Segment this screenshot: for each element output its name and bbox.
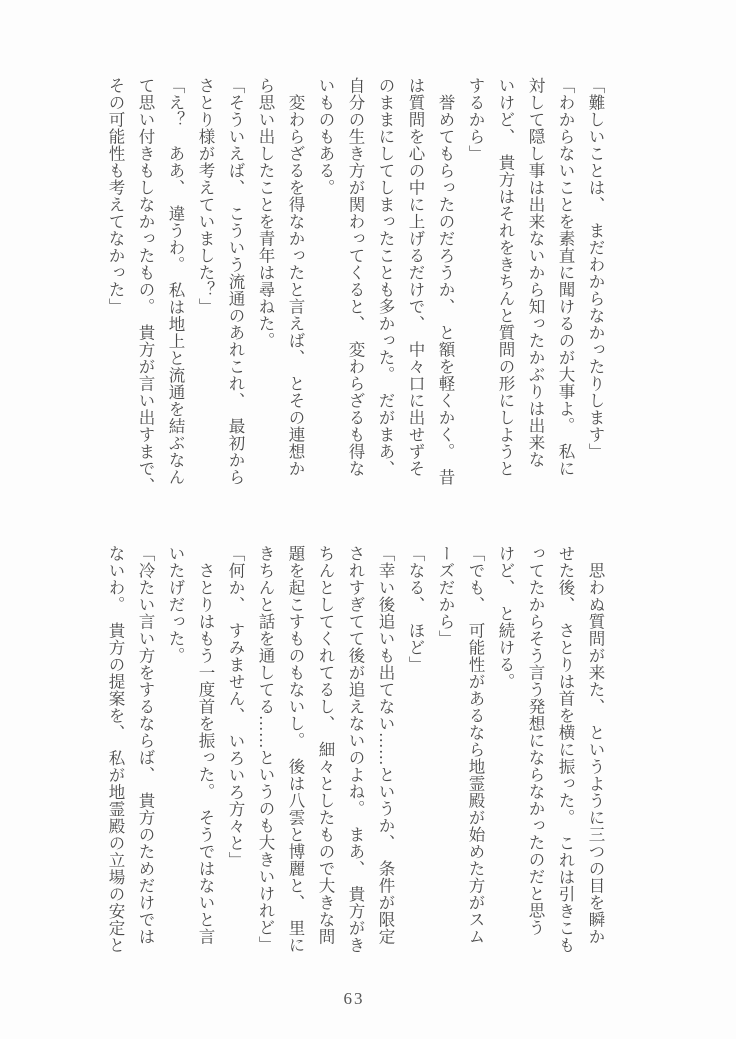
text-line: 「何か、 すみません、 いろいろ方々と」 <box>226 545 245 869</box>
text-line: けど、 と続ける。 <box>496 545 515 690</box>
text-line: 「冷たい言い方をするならば、 貴方のためだけでは <box>136 545 155 945</box>
text-line: 題を起こすものもないし。 後は八雲と博麗と、 里に <box>286 545 305 954</box>
text-block-bottom <box>98 545 610 961</box>
text-line: せた後、 さとりは首を横に振った。 これは引きこも <box>556 545 575 954</box>
text-line: 「え？ ああ、 違うわ。 私は地上と流通を結ぶなん <box>166 77 185 486</box>
text-line: いものもある。 <box>316 77 335 196</box>
text-line: きちんと話を通してる……というのも大きいけれど」 <box>256 545 275 953</box>
text-line: ないわ。 貴方の提案を、 私が地霊殿の立場の安定と <box>106 545 125 954</box>
text-line: て思い付きもしなかったもの。 貴方が言い出すまで、 <box>136 77 155 494</box>
text-line: 「わからないことを素直に聞けるのが大事よ。 私に <box>556 77 575 477</box>
text-line: は質問を心の中に上げるだけで、 中々口に出せずそ <box>406 77 425 477</box>
text-line: ら思い出したことを青年は尋ねた。 <box>256 77 275 349</box>
text-line: いけど、 貴方はそれをきちんと質問の形にしようと <box>496 77 515 477</box>
text-line: 誉めてもらったのだろうか、 と額を軽くかく。 昔 <box>436 77 455 486</box>
text-line: 自分の生き方が関わってくると、 変わらざるも得な <box>346 77 365 477</box>
text-line: 「なる、 ほど」 <box>406 545 425 673</box>
text-line: 変わらざるを得なかったと言えば、 とその連想か <box>286 77 305 477</box>
page-number: 63 <box>343 989 365 1008</box>
text-line: 対して隠し事は出来ないから知ったかぶりは出来な <box>526 77 545 468</box>
text-line: 「でも、 可能性があるなら地霊殿が始めた方がスム <box>466 545 485 945</box>
text-line: さとり様が考えていました？」 <box>196 77 215 315</box>
text-line: その可能性も考えてなかった」 <box>106 77 125 315</box>
text-line: 「幸い後追いも出てない……というか、 条件が限定 <box>376 545 395 945</box>
text-line: 「難しいことは、 まだわからなかったりします」 <box>586 77 605 460</box>
text-block-top <box>98 77 610 493</box>
text-line: さとりはもう一度首を振った。 そうではないと言 <box>196 545 215 945</box>
text-line: 思わぬ質問が来た、 というように三つの目を瞬か <box>586 545 605 945</box>
text-line: いたげだった。 <box>166 545 185 664</box>
text-line: ってたからそう言う発想にならなかったのだと思う <box>526 545 545 936</box>
text-line: 「そういえば、 こういう流通のあれこれ、 最初から <box>226 77 245 486</box>
text-line: のままにしてしまったことも多かった。 だがまあ、 <box>376 77 395 477</box>
text-line: するから」 <box>466 77 485 162</box>
text-line: ーズだから」 <box>436 545 455 647</box>
text-line: されすぎてて後が追えないのよね。 まあ、 貴方がき <box>346 545 365 954</box>
text-line: ちんとしてくれてるし、 細々としたもので大きな問 <box>316 545 335 945</box>
